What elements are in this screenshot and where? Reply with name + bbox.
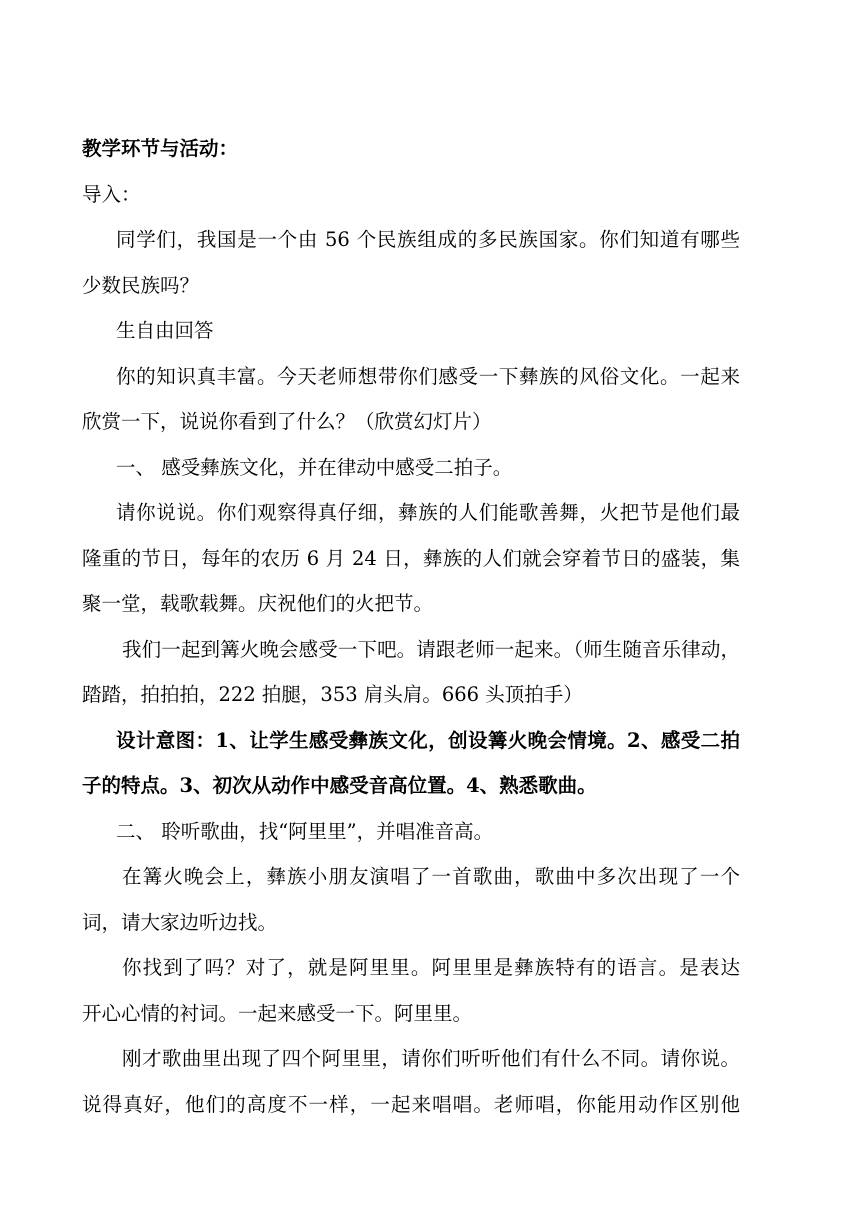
paragraph-line: 在篝火晚会上，彝族小朋友演唱了一首歌曲，歌曲中多次出现了一个	[122, 865, 740, 888]
paragraph-line: 你找到了吗？对了，就是阿里里。阿里里是彝族特有的语言。是表达	[122, 956, 740, 979]
paragraph-line: 刚才歌曲里出现了四个阿里里，请你们听听他们有什么不同。请你说。	[122, 1047, 740, 1070]
paragraph-line: 你的知识真丰富。今天老师想带你们感受一下彝族的风俗文化。一起来	[116, 364, 740, 388]
paragraph-line: 同学们，我国是一个由 56 个民族组成的多民族国家。你们知道有哪些	[116, 228, 740, 251]
paragraph-line: 少数民族吗？	[82, 273, 200, 297]
paragraph-line: 欣赏一下，说说你看到了什么？（欣赏幻灯片）	[82, 410, 492, 433]
paragraph-line: 开心心情的衬词。一起来感受一下。阿里里。	[82, 1001, 473, 1025]
paragraph-line: 词，请大家边听边找。	[82, 910, 278, 934]
section-title: 二、 聆听歌曲，找“阿里里”，并唱准音高。	[116, 819, 494, 843]
section-title: 一、 感受彝族文化，并在律动中感受二拍子。	[116, 455, 513, 479]
paragraph-line: 说得真好，他们的高度不一样，一起来唱唱。老师唱，你能用动作区别他	[82, 1092, 740, 1116]
design-intent-line: 设计意图：1、让学生感受彝族文化，创设篝火晚会情境。2、感受二拍	[116, 728, 740, 752]
paragraph-line: 聚一堂，载歌载舞。庆祝他们的火把节。	[82, 592, 434, 615]
paragraph-line: 请你说说。你们观察得真仔细，彝族的人们能歌善舞，火把节是他们最	[116, 501, 740, 524]
document-page	[82, 126, 740, 1127]
design-intent-line: 子的特点。3、初次从动作中感受音高位置。4、熟悉歌曲。	[82, 774, 597, 797]
paragraph-line: 生自由回答	[116, 319, 214, 342]
paragraph-line: 隆重的节日，每年的农历 6 月 24 日，彝族的人们就会穿着节日的盛装，集	[82, 546, 740, 570]
paragraph-line: 踏踏，拍拍拍，222 拍腿，353 肩头肩。666 头顶拍手）	[82, 683, 583, 706]
intro-label: 导入：	[82, 182, 141, 206]
paragraph-line: 我们一起到篝火晚会感受一下吧。请跟老师一起来。（师生随音乐律动，	[122, 637, 740, 661]
section-heading: 教学环节与活动：	[82, 137, 239, 160]
